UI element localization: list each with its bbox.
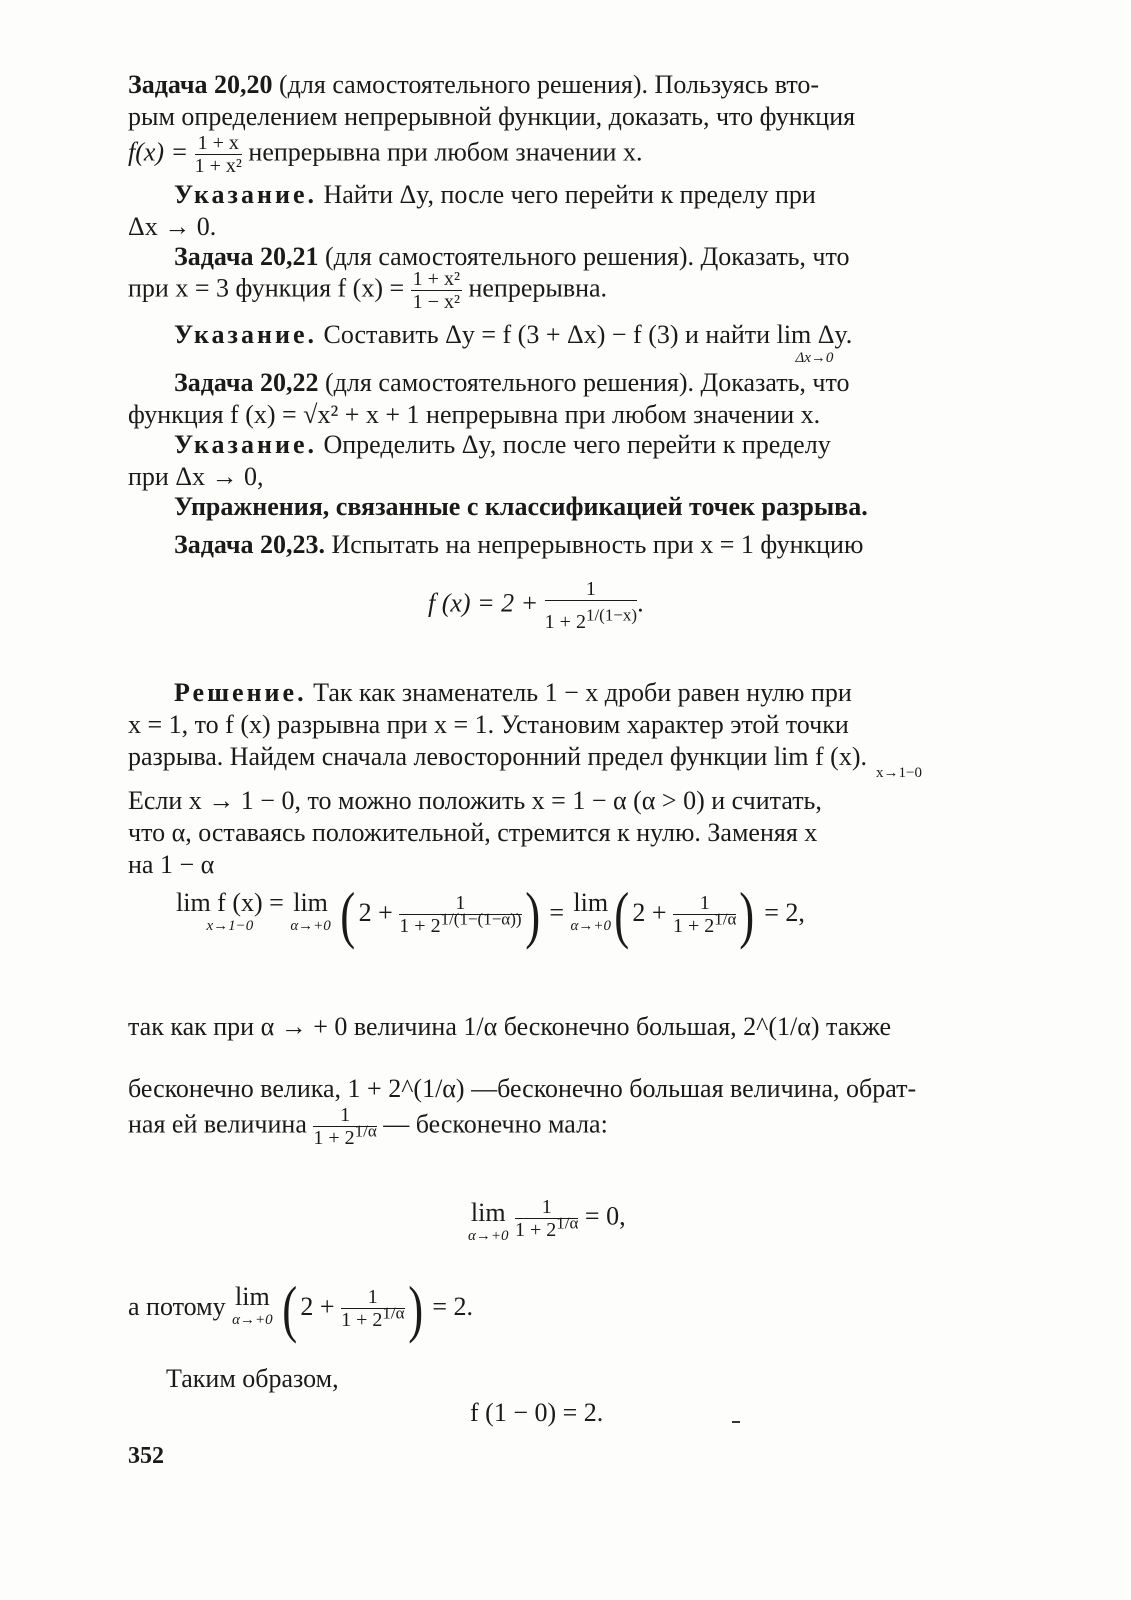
fraction-denominator: [515, 1213, 579, 1241]
denominator-exponent: 1/(1−x): [585, 605, 638, 625]
denominator-base: 1 + 2: [399, 915, 441, 938]
result: = 2,: [757, 897, 805, 927]
fraction-denominator: [341, 1303, 405, 1332]
right-paren: ): [524, 879, 540, 950]
explanation-text: ная ей величина: [128, 1109, 314, 1139]
problem-text: (для самостоятельного решения). Доказать, что: [318, 368, 850, 397]
fraction: [341, 1286, 404, 1331]
section-title: Упражнения, связанные с классификацией точек разрыва.: [174, 492, 868, 521]
problem-text: (для самостоятельного решения). Доказать, что: [318, 242, 850, 271]
limit-text: lim: [573, 888, 609, 917]
result: = 0,: [578, 1201, 626, 1231]
problem-20-20-line2: рым определением непрерывной функции, доказать, что функция: [128, 102, 856, 131]
hint-1-line2: Δx → 0.: [128, 212, 217, 241]
fraction: [399, 892, 521, 937]
page-number: 352: [128, 1443, 164, 1469]
problem-heading: Задача 20,20: [128, 70, 273, 99]
hint-label: Указание.: [174, 180, 317, 209]
formula-tail: непрерывна.: [468, 273, 608, 303]
denominator-exponent: 1/α: [354, 1121, 377, 1141]
formula-20-23: [428, 578, 644, 633]
denominator-base: 1 + 2: [313, 1127, 355, 1149]
solution-line-6: на 1 − α: [128, 850, 215, 879]
fraction: [411, 268, 462, 313]
limit-subscript: α→+0: [290, 918, 331, 934]
solution-line-2: x = 1, то f (x) разрывна при x = 1. Установим характер этой точки: [128, 710, 849, 739]
fraction-numerator: 1 + x²: [412, 268, 460, 290]
fraction-numerator: 1: [515, 1196, 578, 1219]
limit-expression: [176, 886, 284, 933]
problem-20-20-formula-line: [128, 132, 642, 177]
fraction-denominator: [673, 909, 737, 938]
limit-expression: [571, 886, 612, 933]
hint-text: Найти Δy, после чего перейти к пределу при: [316, 180, 816, 209]
limit-text: lim f (x) =: [176, 888, 284, 917]
denominator-exponent: 1/α: [382, 1303, 405, 1323]
result: = 2.: [425, 1291, 473, 1321]
left-paren: (: [340, 879, 356, 950]
limit-subscript: x→1−0: [876, 765, 922, 781]
fraction-denominator: 1 − x²: [412, 291, 460, 313]
hint-3: [174, 428, 996, 461]
function-label: f(x) =: [128, 137, 195, 167]
stray-mark: [732, 1421, 740, 1423]
hint-label: Указание.: [174, 430, 317, 459]
fraction-denominator: [399, 909, 522, 938]
problem-text: Испытать на непрерывность при x = 1 функцию: [325, 530, 864, 559]
left-paren: (: [282, 1273, 298, 1344]
hint-2: [174, 318, 852, 365]
solution-label: Решение.: [174, 678, 307, 707]
term: 2 +: [358, 897, 400, 927]
denominator-exponent: 1/(1−(1−α)): [440, 909, 522, 929]
limit-subscript: α→+0: [468, 1228, 509, 1244]
problem-text: (для самостоятельного решения). Пользуясь вто-: [272, 70, 820, 99]
limit-subscript: α→+0: [570, 918, 612, 934]
problem-20-22-line2: функция f (x) = √x² + x + 1 непрерывна при любом значении x.: [128, 400, 821, 429]
problem-heading: Задача 20,22: [174, 368, 319, 397]
fraction: [673, 892, 736, 937]
denominator-base: 1 + 2: [673, 915, 715, 938]
hint-3-line2: при Δx → 0,: [128, 462, 264, 491]
denominator-exponent: 1/α: [556, 1213, 579, 1233]
right-paren: ): [739, 879, 755, 950]
fraction: [515, 1196, 578, 1241]
term: 2 +: [632, 897, 673, 927]
solution-line-4: Если x → 1 − 0, то можно положить x = 1 − α (α > 0) и считать,: [128, 786, 822, 815]
explanation-line-1: так как при α → + 0 величина 1/α бесконечно большая, 2^(1/α) также: [128, 1012, 892, 1041]
formula-end: .: [637, 588, 644, 618]
limit-subscript: α→+0: [232, 1312, 273, 1328]
limit-expression: [232, 1280, 273, 1327]
problem-heading: Задача 20,23.: [174, 530, 325, 559]
limit-text: lim Δy.: [776, 320, 853, 349]
solution-line-3: [128, 740, 996, 773]
limit-expression: [290, 886, 331, 933]
fraction-numerator: 1 + x: [195, 132, 242, 155]
equation-3: [128, 1273, 473, 1344]
formula-prefix: при x = 3 функция f (x) =: [128, 273, 411, 303]
conclusion-text: Таким образом,: [166, 1364, 339, 1393]
limit-text: lim: [293, 888, 328, 917]
denominator-base: 1 + 2: [515, 1219, 557, 1241]
fraction-numerator: 1: [673, 892, 736, 915]
solution-line-5: что α, оставаясь положительной, стремится к нулю. Заменяя x: [128, 818, 818, 847]
hint-label: Указание.: [174, 320, 317, 349]
fraction: [545, 578, 637, 633]
fraction-denominator: 1 + x²: [194, 155, 242, 177]
fraction-numerator: 1: [545, 578, 637, 601]
hint-text: Составить Δy = f (3 + Δx) − f (3) и найти: [316, 320, 777, 349]
right-paren: ): [407, 1273, 423, 1344]
explanation-text: — бесконечно мала:: [383, 1109, 608, 1139]
limit-expression: [777, 318, 853, 365]
problem-text-tail: непрерывна при любом значении x.: [248, 137, 643, 167]
fraction-denominator: [545, 601, 637, 633]
conclusion-formula: f (1 − 0) = 2.: [470, 1398, 604, 1427]
explanation-line-3: [128, 1104, 608, 1149]
term: 2 +: [300, 1291, 342, 1321]
solution-line-1: [174, 676, 996, 709]
hint-text: Определить Δy, после чего перейти к пределу: [316, 430, 831, 459]
problem-20-23: [174, 528, 996, 561]
denominator-base: 1 + 2: [341, 1309, 383, 1332]
left-paren: (: [614, 879, 630, 950]
fraction-numerator: 1: [399, 892, 521, 915]
fraction: [195, 132, 242, 177]
denominator-exponent: 1/α: [714, 909, 737, 929]
fraction: [313, 1104, 376, 1149]
solution-text: разрыва. Найдем сначала левосторонний предел функции lim f (x).: [128, 742, 867, 771]
explanation-line-2: бесконечно велика, 1 + 2^(1/α) —бесконечно большая величина, обрат-: [128, 1074, 917, 1103]
solution-text: Так как знаменатель 1 − x дроби равен нулю при: [306, 678, 852, 707]
hint-1: [174, 178, 996, 211]
problem-20-21-formula-line: [128, 268, 607, 313]
limit-subscript: x→1−0: [206, 918, 254, 934]
problem-20-22: [174, 366, 996, 399]
equation-prefix: а потому: [128, 1291, 233, 1321]
equation-2: [468, 1196, 626, 1243]
fraction-numerator: 1: [341, 1286, 404, 1309]
limit-expression: [468, 1196, 509, 1243]
limit-subscript: Δx→0: [795, 350, 834, 366]
problem-heading: Задача 20,21: [174, 242, 319, 271]
problem-20-20: [128, 68, 996, 101]
limit-text: lim: [235, 1282, 270, 1311]
denominator-base: 1 + 2: [544, 611, 586, 633]
fraction-numerator: 1: [313, 1104, 376, 1127]
limit-text: lim: [470, 1198, 506, 1227]
equals: =: [542, 897, 571, 927]
formula-left: f (x) = 2 +: [428, 588, 545, 618]
equation-1: [176, 879, 805, 950]
fraction-denominator: [313, 1121, 377, 1149]
